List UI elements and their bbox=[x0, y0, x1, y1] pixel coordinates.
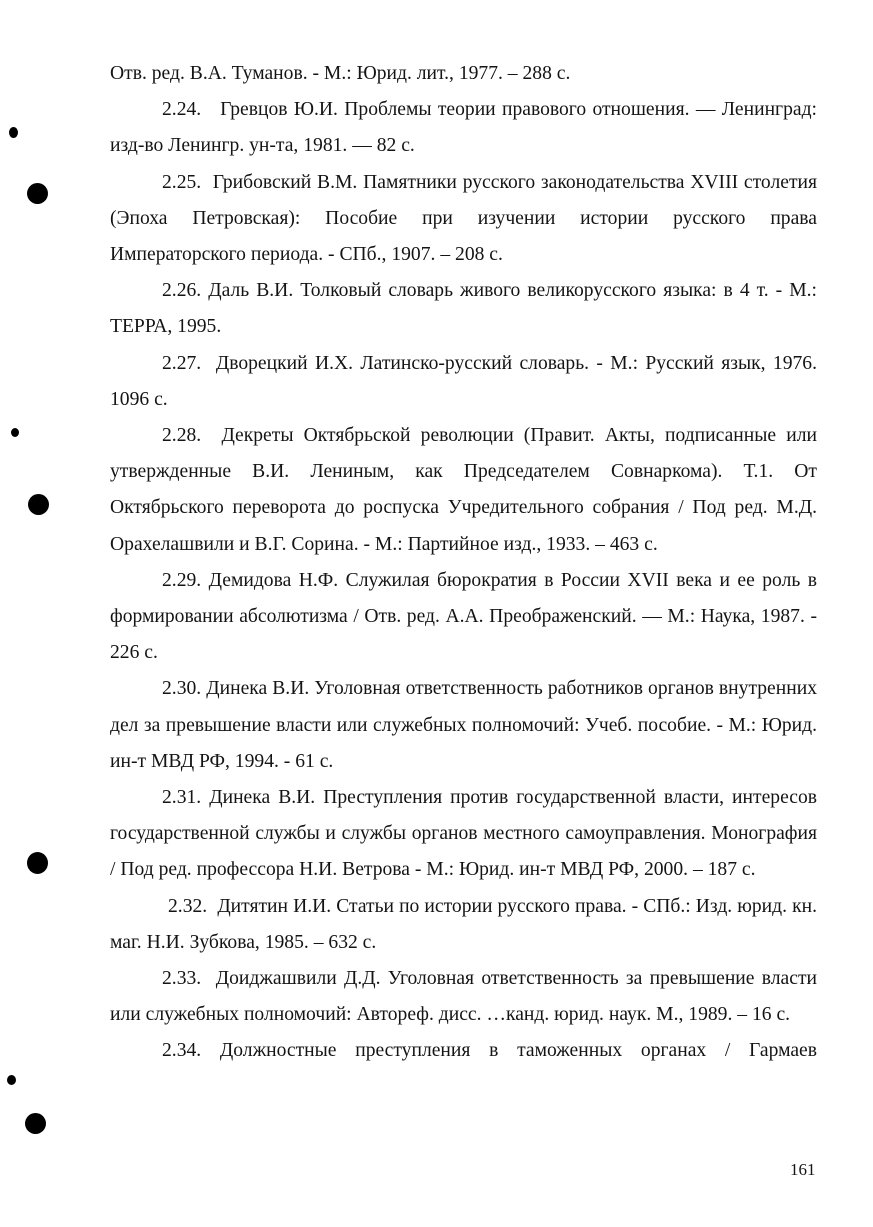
punch-hole bbox=[27, 852, 48, 874]
entry-text: Декреты Октябрьской революции (Правит. Акты, подписанные или утвержденные В.И. Лениным, как Председателем Совнаркома). Т.1. От Октябрьского переворота до роспуска Учредительного собрания / Под ред. М.Д. Орахелашвили и В.Г. Сорина. - М.: Партийное изд., 1933. – 463 с. bbox=[110, 425, 817, 555]
entry-text: Дворецкий И.Х. Латинско-русский словарь. - М.: Русский язык, 1976. 1096 с. bbox=[110, 352, 817, 410]
page-number: 161 bbox=[790, 1160, 816, 1179]
scan-speck bbox=[7, 1075, 16, 1085]
bibliography-entry bbox=[110, 671, 817, 780]
entry-number: 2.34. bbox=[162, 1040, 202, 1062]
bibliography-entry bbox=[110, 889, 817, 961]
entry-text: Дитятин И.И. Статьи по истории русского права. - СПб.: Изд. юрид. кн. маг. Н.И. Зубкова, 1985. – 632 с. bbox=[110, 895, 817, 953]
bibliography-entry bbox=[110, 780, 817, 889]
entry-text: Доиджашвили Д.Д. Уголовная ответственность за превышение власти или служебных полномочий: Автореф. дисс. …канд. юрид. наук. М., 1989. – 16 с. bbox=[110, 968, 817, 1026]
bibliography-entry bbox=[110, 563, 817, 672]
entry-text: Гревцов Ю.И. Проблемы теории правового отношения. — Ленинград: изд-во Ленингр. ун-та, 1981. — 82 с. bbox=[110, 99, 817, 157]
entry-number: 2.33. bbox=[162, 968, 202, 990]
bibliography-entry bbox=[110, 273, 817, 345]
entry-number: 2.30. bbox=[162, 678, 202, 700]
entry-text: Динека В.И. Уголовная ответственность работников органов внутренних дел за превышение власти или служебных полномочий: Учеб. пособие. - М.: Юрид. ин-т МВД РФ, 1994. - 61 с. bbox=[110, 678, 818, 772]
entry-number: 2.27. bbox=[162, 352, 202, 374]
entry-number: 2.31. bbox=[162, 787, 202, 809]
bibliography-entry bbox=[110, 961, 817, 1033]
entry-number: 2.26. bbox=[162, 280, 202, 302]
punch-hole bbox=[25, 1113, 46, 1134]
bibliography-entry bbox=[110, 165, 817, 274]
entry-number: 2.29. bbox=[162, 569, 202, 591]
entry-text: Должностные преступления в таможенных органах / Гармаев bbox=[219, 1040, 818, 1062]
continuation-line: Отв. ред. В.А. Туманов. - М.: Юрид. лит., 1977. – 288 с. bbox=[110, 63, 571, 84]
scan-speck bbox=[11, 428, 19, 437]
bibliography-entry bbox=[110, 346, 817, 418]
entry-text: Демидова Н.Ф. Служилая бюрократия в России XVII века и ее роль в формировании абсолютизма / Отв. ред. А.А. Преображенский. — М.: Наука, 1987. - 226 с. bbox=[110, 569, 817, 664]
entry-text: Грибовский В.М. Памятники русского законодательства XVIII столетия (Эпоха Петровская): Пособие при изучении истории русского права Императорского периода. - СПб., 1907. – 208 с. bbox=[110, 171, 818, 266]
entry-number: 2.32. bbox=[168, 895, 208, 917]
entry-number: 2.24. bbox=[162, 99, 202, 121]
entry-number: 2.25. bbox=[162, 171, 202, 193]
bibliography-entry bbox=[110, 92, 817, 164]
bibliography-entry bbox=[110, 1033, 817, 1069]
bibliography-entry bbox=[110, 418, 817, 563]
punch-hole bbox=[28, 494, 49, 515]
entry-text: Даль В.И. Толковый словарь живого великорусского языка: в 4 т. - М.: ТЕРРА, 1995. bbox=[110, 280, 817, 338]
punch-hole bbox=[27, 183, 48, 204]
entry-text: Динека В.И. Преступления против государственной власти, интересов государственной службы и службы органов местного самоуправления. Монография / Под ред. профессора Н.И. Ветрова - М.: Юрид. ин-т МВД РФ, 2000. – 187 с. bbox=[110, 787, 817, 881]
entry-number: 2.28. bbox=[162, 425, 202, 447]
scan-speck bbox=[9, 127, 18, 138]
bibliography-text bbox=[110, 56, 817, 1070]
